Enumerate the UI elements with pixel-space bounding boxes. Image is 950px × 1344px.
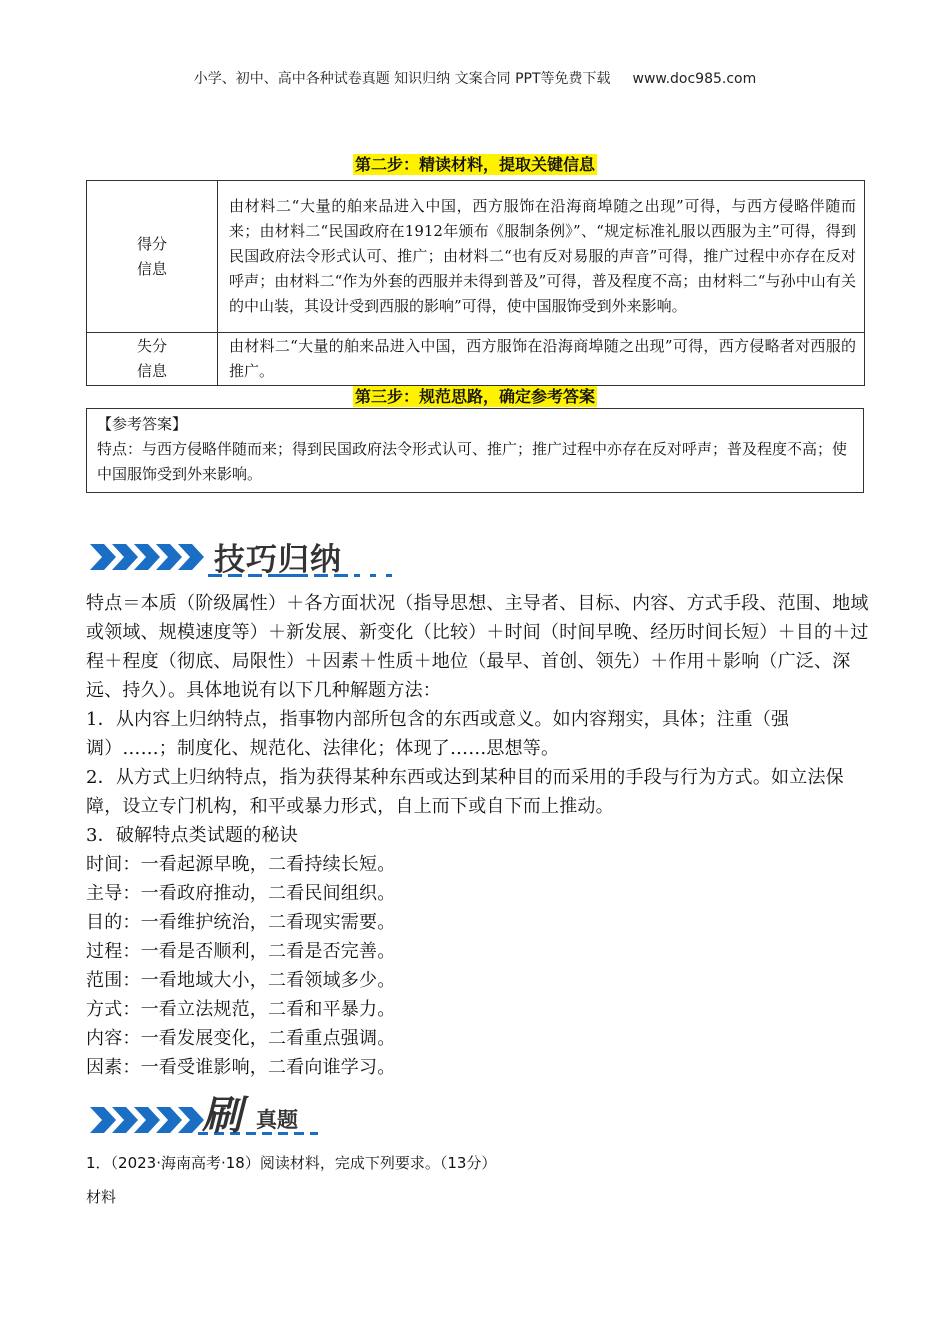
tip-line: 时间：一看起源早晚，二看持续长短。 — [86, 854, 396, 875]
skills-item-1: 1．从内容上归纳特点，指事物内部所包含的东西或意义。如内容翔实，具体；注重（强调）……；制度化、规范化、法律化；体现了……思想等。 — [86, 709, 790, 759]
step2-title-text: 第二步：精读材料，提取关键信息 — [354, 155, 595, 174]
tip-line: 因素：一看受谁影响，二看向谁学习。 — [86, 1057, 396, 1078]
answer-box — [86, 408, 864, 493]
question-line: 1．（2023·海南高考·18）阅读材料，完成下列要求。（13分） — [86, 1154, 497, 1172]
label-line: 失分 — [136, 337, 167, 355]
material-label: 材料 — [86, 1188, 117, 1206]
info-table — [86, 180, 865, 386]
table-row — [87, 333, 865, 386]
row-content-score: 由材料二“大量的舶来品进入中国，西方服饰在沿海商埠随之出现”可得，与西方侵略伴随而来；由材料二“民国政府在1912年颁布《服制条例》”、“规定标准礼服以西服为主”可得，得到民国政府法令形式认可、推广；由材料二“也有反对易服的声音”可得，推广过程中亦存在反对呼声；由材料二“作为外套的西服并未得到普及”可得，普及程度不高；由材料二“与孙中山有关的中山装，其设计受到西服的影响”可得，使中国服饰受到外来影响。 — [218, 181, 865, 333]
label-line: 得分 — [136, 234, 167, 253]
tip-line: 内容：一看发展变化，二看重点强调。 — [86, 1028, 396, 1049]
tip-line: 方式：一看立法规范，二看和平暴力。 — [86, 999, 396, 1020]
row-label-score — [87, 181, 218, 333]
page-header — [0, 68, 950, 88]
label-line: 信息 — [136, 362, 167, 380]
tip-line: 范围：一看地域大小，二看领域多少。 — [86, 970, 396, 991]
answer-heading: 【参考答案】 — [97, 415, 188, 433]
header-url[interactable]: www.doc985.com — [632, 71, 757, 87]
step3-title-text: 第三步：规范思路，确定参考答案 — [354, 387, 595, 406]
skills-intro: 特点＝本质（阶级属性）＋各方面状况（指导思想、主导者、目标、内容、方式手段、范围、地域或领域、规模速度等）＋新发展、新变化（比较）＋时间（时间早晚、经历时间长短）＋目的＋过程＋程度（彻底、局限性）＋因素＋性质＋地位（最早、首创、领先）＋作用＋影响（广泛、深远、持久）。具体地说有以下几种解题方法： — [86, 593, 869, 701]
practice-banner — [90, 1090, 330, 1144]
tip-line: 主导：一看政府推动，二看民间组织。 — [86, 883, 396, 904]
step3-title — [0, 384, 950, 407]
skills-item-2: 2．从方式上归纳特点，指为获得某种东西或达到某种目的而采用的手段与行为方式。如立法保障，设立专门机构，和平或暴力形式，自上而下或自下而上推动。 — [86, 767, 844, 817]
answer-text: 特点：与西方侵略伴随而来；得到民国政府法令形式认可、推广；推广过程中亦存在反对呼声；普及程度不高；使中国服饰受到外来影响。 — [97, 440, 848, 483]
label-line: 信息 — [136, 259, 167, 278]
tip-line: 过程：一看是否顺利，二看是否完善。 — [86, 941, 396, 962]
tip-line: 目的：一看维护统治，二看现实需要。 — [86, 912, 396, 933]
row-content-loss: 由材料二“大量的舶来品进入中国，西方服饰在沿海商埠随之出现”可得，西方侵略者对西服的推广。 — [218, 333, 865, 386]
row-label-loss — [87, 333, 218, 386]
skills-content — [86, 589, 876, 1082]
skills-banner-title: 技巧归纳 — [214, 542, 342, 578]
practice-banner-title: 真题 — [256, 1108, 298, 1132]
practice-banner-char: 刷 — [202, 1092, 242, 1139]
header-text: 小学、初中、高中各种试卷真题 知识归纳 文案合同 PPT等免费下载 — [193, 71, 611, 87]
skills-item-3: 3．破解特点类试题的秘诀 — [86, 825, 298, 846]
table-row — [87, 181, 865, 333]
skills-banner — [90, 532, 400, 586]
step2-title — [0, 152, 950, 175]
